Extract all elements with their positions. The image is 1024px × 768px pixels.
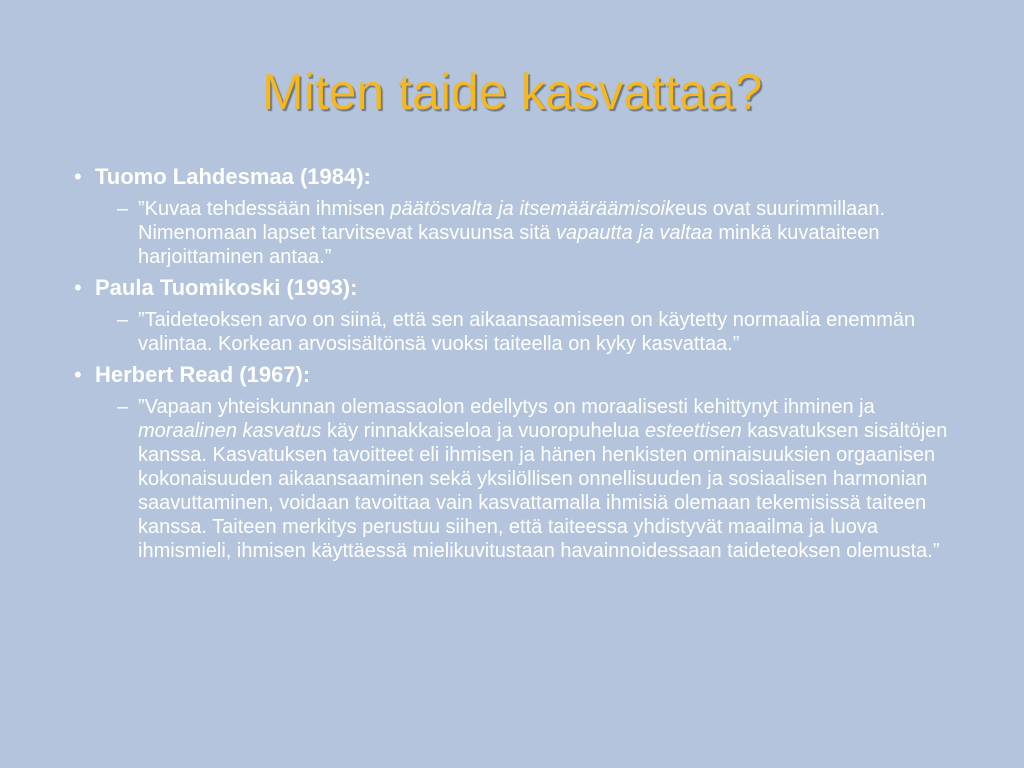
sub-marker: – <box>117 396 129 418</box>
sub-marker: – <box>117 198 129 220</box>
bullet-heading: Tuomo Lahdesmaa (1984): <box>95 164 371 189</box>
bullet-item <box>74 164 974 190</box>
bullet-item <box>74 362 974 388</box>
quote-text-part: kasvatuksen sisältöjen kanssa. Kasvatuksen tavoitteet eli ihmisen ja hänen henkisten ominaisuuksien orgaanisen kokonaisuuden aikaansaaminen sekä yksilöllisen onnellisuuden ja sosiaalisen harmonian saavuttaminen, voidaan tavoittaa vain kasvattamalla ihmisiä olemaan tekemisissä taiteen kanssa. Taiteen merkitys perustuu siihen, että taiteessa yhdistyvät maailma ja luova ihmismieli, ihmisen käyttäessä mielikuvitustaan havainnoidessaan taideteoksen olemusta.” <box>138 420 948 562</box>
quote-text-part: käy rinnakkaiseloa ja vuoropuhelua <box>321 420 645 442</box>
bullet-marker: • <box>74 164 82 189</box>
quote-item <box>74 395 948 563</box>
quote-text-part: ”Taideteoksen arvo on siinä, että sen aikaansaamiseen on käytetty normaalia enemmän valintaa. Korkean arvosisältönsä vuoksi taiteella on kyky kasvattaa.” <box>138 309 916 355</box>
slide-title: Miten taide kasvattaa? <box>261 64 763 120</box>
sub-marker: – <box>117 309 129 331</box>
quote-item <box>74 308 948 356</box>
quote-text-part-italic: esteettisen <box>644 420 742 442</box>
quote-text-part: minkä kuvataiteen harjoittaminen antaa.” <box>138 222 880 268</box>
quote-item <box>74 197 948 269</box>
bullet-marker: • <box>74 362 82 387</box>
quote-text-part: ”Vapaan yhteiskunnan olemassaolon edellytys on moraalisesti kehittynyt ihminen ja <box>138 396 875 418</box>
quote-text-part-italic: päätösvalta ja itsemääräämisoik <box>390 198 675 220</box>
quote-text-part-italic: moraalinen kasvatus <box>138 420 322 442</box>
quote-text-part: eus ovat suurimmillaan. Nimenomaan lapset tarvitsevat kasvuunsa sitä <box>138 198 886 244</box>
bullet-heading: Herbert Read (1967): <box>95 362 311 387</box>
quote-text-part: ”Kuvaa tehdessään ihmisen <box>138 198 391 220</box>
bullet-marker: • <box>74 275 82 300</box>
slide-content <box>74 164 974 569</box>
bullet-heading: Paula Tuomikoski (1993): <box>95 275 358 300</box>
quote-text-part-italic: vapautta ja valtaa <box>555 222 713 244</box>
bullet-item <box>74 275 974 301</box>
